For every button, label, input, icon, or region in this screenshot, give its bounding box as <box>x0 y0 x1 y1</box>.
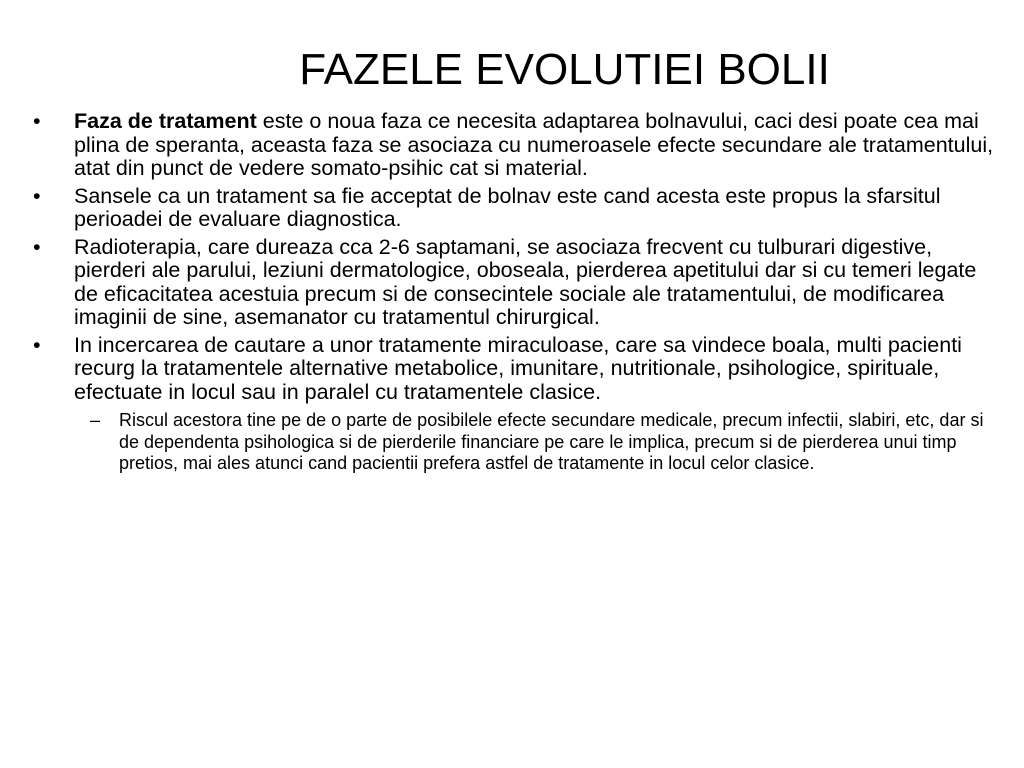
bullet-marker: • <box>33 332 41 357</box>
bullet-text: In incercarea de cautare a unor tratamente miraculoase, care sa vindece boala, multi pacienti recurg la tratamentele alternative metabolice, imunitare, nutritionale, psihologice, spirituale, efectuate in locul sau in paralel cu tratamentele clasice. <box>74 332 962 404</box>
bullet-marker: • <box>33 183 41 208</box>
slide-content <box>30 110 998 479</box>
bullet-item <box>30 334 998 475</box>
dash-marker: – <box>90 410 101 430</box>
bullet-list <box>30 110 998 475</box>
bullet-text: Sansele ca un tratament sa fie acceptat de bolnav este cand acesta este propus la sfarsitul perioadei de evaluare diagnostica. <box>74 183 941 231</box>
bullet-bold-lead: Faza de tratament <box>74 109 257 133</box>
sub-bullet-list <box>74 410 998 475</box>
bullet-item <box>30 236 998 330</box>
bullet-item <box>30 110 998 181</box>
sub-bullet-item <box>74 410 998 475</box>
bullet-text: este o noua faza ce necesita adaptarea bolnavului, caci desi poate cea mai plina de speranta, aceasta faza se asociaza cu numeroasele efecte secundare ale tratamentului, atat din punct de vedere somato-psihic cat si material. <box>74 109 994 180</box>
bullet-text: Radioterapia, care dureaza cca 2-6 saptamani, se asociaza frecvent cu tulburari digestive, pierderi ale parului, leziuni dermatologice, oboseala, pierderea apetitului dar si cu temeri legate de eficacitatea acestuia precum si de consecintele sociale ale tratamentului, de modificarea imaginii de sine, asemanator cu tratamentul chirurgical. <box>74 234 977 329</box>
bullet-marker: • <box>33 109 41 133</box>
sub-bullet-text: Riscul acestora tine pe de o parte de posibilele efecte secundare medicale, precum infectii, slabiri, etc, dar si de dependenta psihologica si de pierderile financiare pe care le implica, precum si de pierderea unui timp pretios, mai ales atunci cand pacientii prefera astfel de tratamente in locul celor clasice. <box>119 410 984 473</box>
bullet-item <box>30 185 998 232</box>
bullet-marker: • <box>33 234 41 259</box>
slide-title: FAZELE EVOLUTIEI BOLII <box>299 45 830 94</box>
